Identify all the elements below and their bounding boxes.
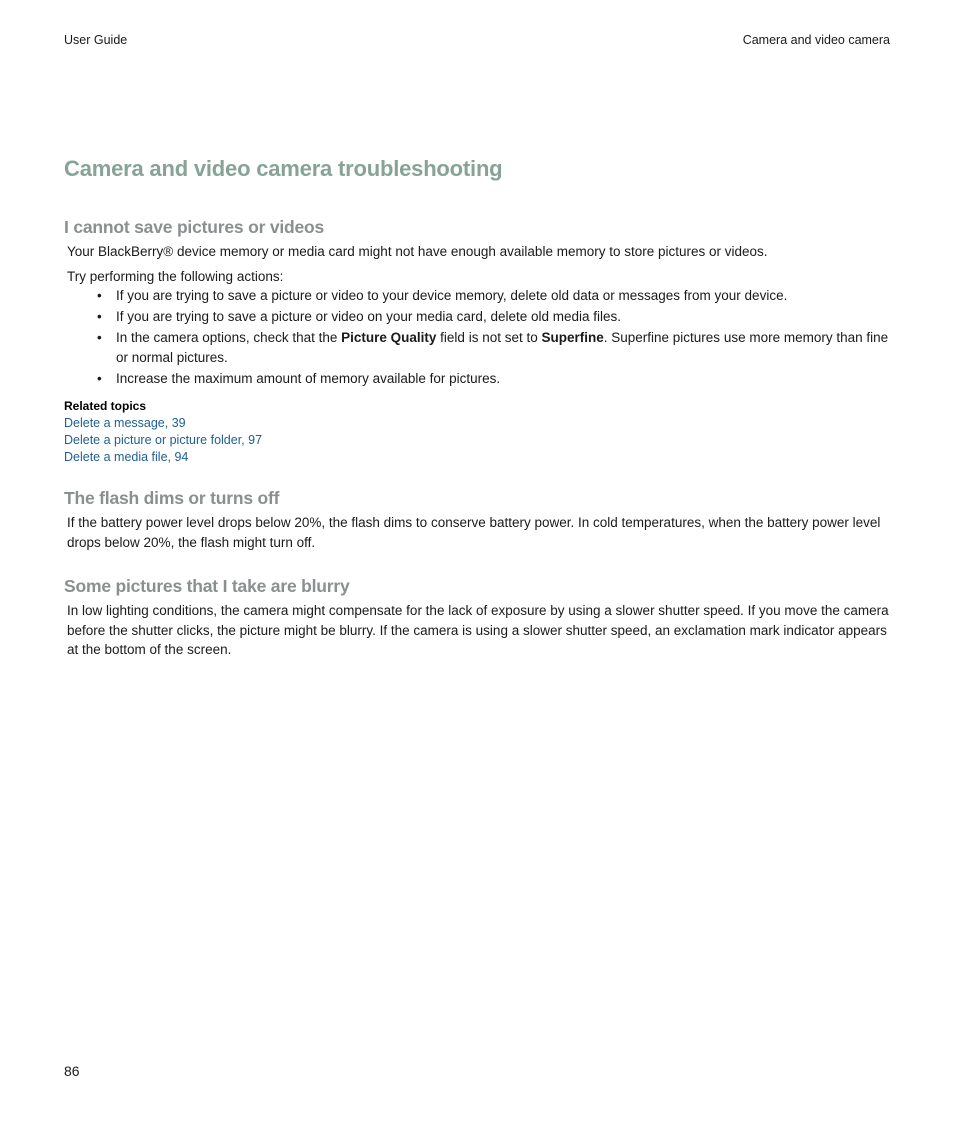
bullet-icon: •	[97, 370, 102, 386]
blurry-paragraph: In low lighting conditions, the camera might compensate for the lack of exposure by using a slower shutter speed. If you move the camera before the shutter clicks, the picture might be blurry. If the camera is using a slower shutter speed, an exclamation mark indicator appears at the bottom of the screen.	[67, 603, 889, 657]
list-item-text-part: field is not set to	[436, 330, 542, 345]
bullet-icon: •	[97, 288, 102, 303]
related-link-delete-message[interactable]: Delete a message, 39	[64, 416, 186, 430]
picture-quality-field-name: Picture Quality	[341, 330, 437, 345]
save-actions-list	[64, 286, 892, 388]
section-cannot-save	[64, 215, 892, 388]
superfine-option-name: Superfine	[541, 330, 604, 345]
related-link-delete-picture[interactable]: Delete a picture or picture folder, 97	[64, 433, 263, 447]
bullet-icon: •	[97, 330, 102, 345]
section-heading-flash-dims: The flash dims or turns off	[64, 488, 280, 508]
list-item-text: Increase the maximum amount of memory available for pictures.	[116, 370, 501, 386]
section-flash-dims	[64, 486, 892, 552]
section-heading-blurry-pictures: Some pictures that I take are blurry	[64, 576, 350, 596]
related-topics	[64, 398, 892, 466]
list-item	[64, 286, 892, 306]
list-item-text-part: . Superfine pictures use more memory than fine or normal pictures.	[116, 330, 889, 365]
bullet-icon: •	[97, 309, 102, 324]
related-topics-title: Related topics	[64, 399, 147, 413]
save-lead-paragraph: Try performing the following actions:	[67, 268, 284, 284]
section-blurry-pictures	[64, 574, 892, 660]
list-item	[64, 328, 892, 367]
page-content	[64, 154, 892, 660]
save-intro-paragraph: Your BlackBerry® device memory or media card might not have enough available memory to store pictures or videos.	[67, 244, 768, 259]
section-heading-cannot-save: I cannot save pictures or videos	[64, 217, 325, 237]
page-number: 86	[64, 1063, 80, 1079]
page-title: Camera and video camera troubleshooting	[64, 156, 503, 181]
running-header-left: User Guide	[64, 33, 128, 47]
list-item-text: If you are trying to save a picture or video on your media card, delete old media files.	[116, 309, 622, 324]
list-item	[64, 307, 892, 327]
related-link-delete-media-file[interactable]: Delete a media file, 94	[64, 450, 189, 464]
list-item-text-part: In the camera options, check that the	[116, 330, 342, 345]
list-item-text: If you are trying to save a picture or video to your device memory, delete old data or messages from your device.	[116, 288, 788, 303]
running-header-right: Camera and video camera	[742, 33, 890, 47]
list-item	[64, 369, 892, 389]
flash-paragraph: If the battery power level drops below 20%, the flash dims to conserve battery power. In cold temperatures, when the battery power level drops below 20%, the flash might turn off.	[67, 515, 881, 550]
